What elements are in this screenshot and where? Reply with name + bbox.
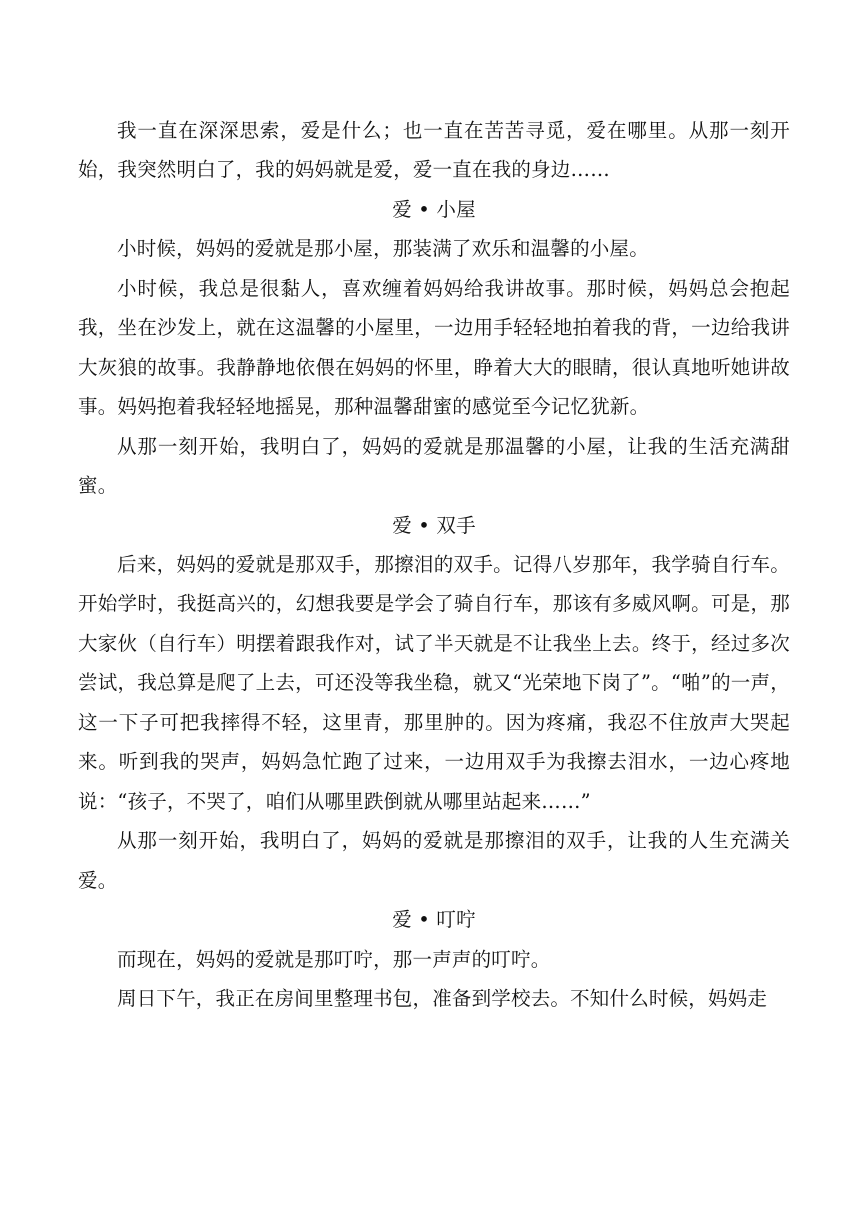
paragraph: 后来，妈妈的爱就是那双手，那擦泪的双手。记得八岁那年，我学骑自行车。开始学时，我挺高兴的，幻想我要是学会了骑自行车，那该有多威风啊。可是，那大家伙（自行车）明摆着跟我作对，试了半天就是不让我坐上去。终于，经过多次尝试，我总算是爬了上去，可还没等我坐稳，就又“光荣地下岗了”。“啪”的一声，这一下子可把我摔得不轻，这里青，那里肿的。因为疼痛，我忍不住放声大哭起来。听到我的哭声，妈妈急忙跑了过来，一边用双手为我擦去泪水，一边心疼地说：“孩子，不哭了，咱们从哪里跌倒就从哪里站起来……”	[78, 552, 790, 813]
paragraph: 小时候，妈妈的爱就是那小屋，那装满了欢乐和温馨的小屋。	[117, 237, 649, 261]
section-heading-hands: 爱 • 双手	[392, 513, 476, 537]
paragraph: 从那一刻开始，我明白了，妈妈的爱就是那温馨的小屋，让我的生活充满甜蜜。	[78, 434, 790, 498]
paragraph: 而现在，妈妈的爱就是那叮咛，那一声声的叮咛。	[117, 947, 551, 971]
paragraph: 从那一刻开始，我明白了，妈妈的爱就是那擦泪的双手，让我的人生充满关爱。	[78, 829, 790, 892]
paragraph: 小时候，我总是很黏人，喜欢缠着妈妈给我讲故事。那时候，妈妈总会抱起我，坐在沙发上，就在这温馨的小屋里，一边用手轻轻地拍着我的背，一边给我讲大灰狼的故事。我静静地依偎在妈妈的怀里，睁着大大的眼睛，很认真地听她讲故事。妈妈抱着我轻轻地摇晃，那种温馨甜蜜的感觉至今记忆犹新。	[78, 276, 790, 419]
paragraph: 周日下午，我正在房间里整理书包，准备到学校去。不知什么时候，妈妈走	[117, 986, 768, 1010]
section-heading-cabin: 爱 • 小屋	[392, 197, 476, 221]
paragraph-intro: 我一直在深深思索，爱是什么；也一直在苦苦寻觅，爱在哪里。从那一刻开始，我突然明白了，我的妈妈就是爱，爱一直在我的身边……	[78, 119, 790, 182]
document-body	[78, 111, 790, 1018]
section-heading-reminder: 爱 • 叮咛	[392, 908, 476, 932]
